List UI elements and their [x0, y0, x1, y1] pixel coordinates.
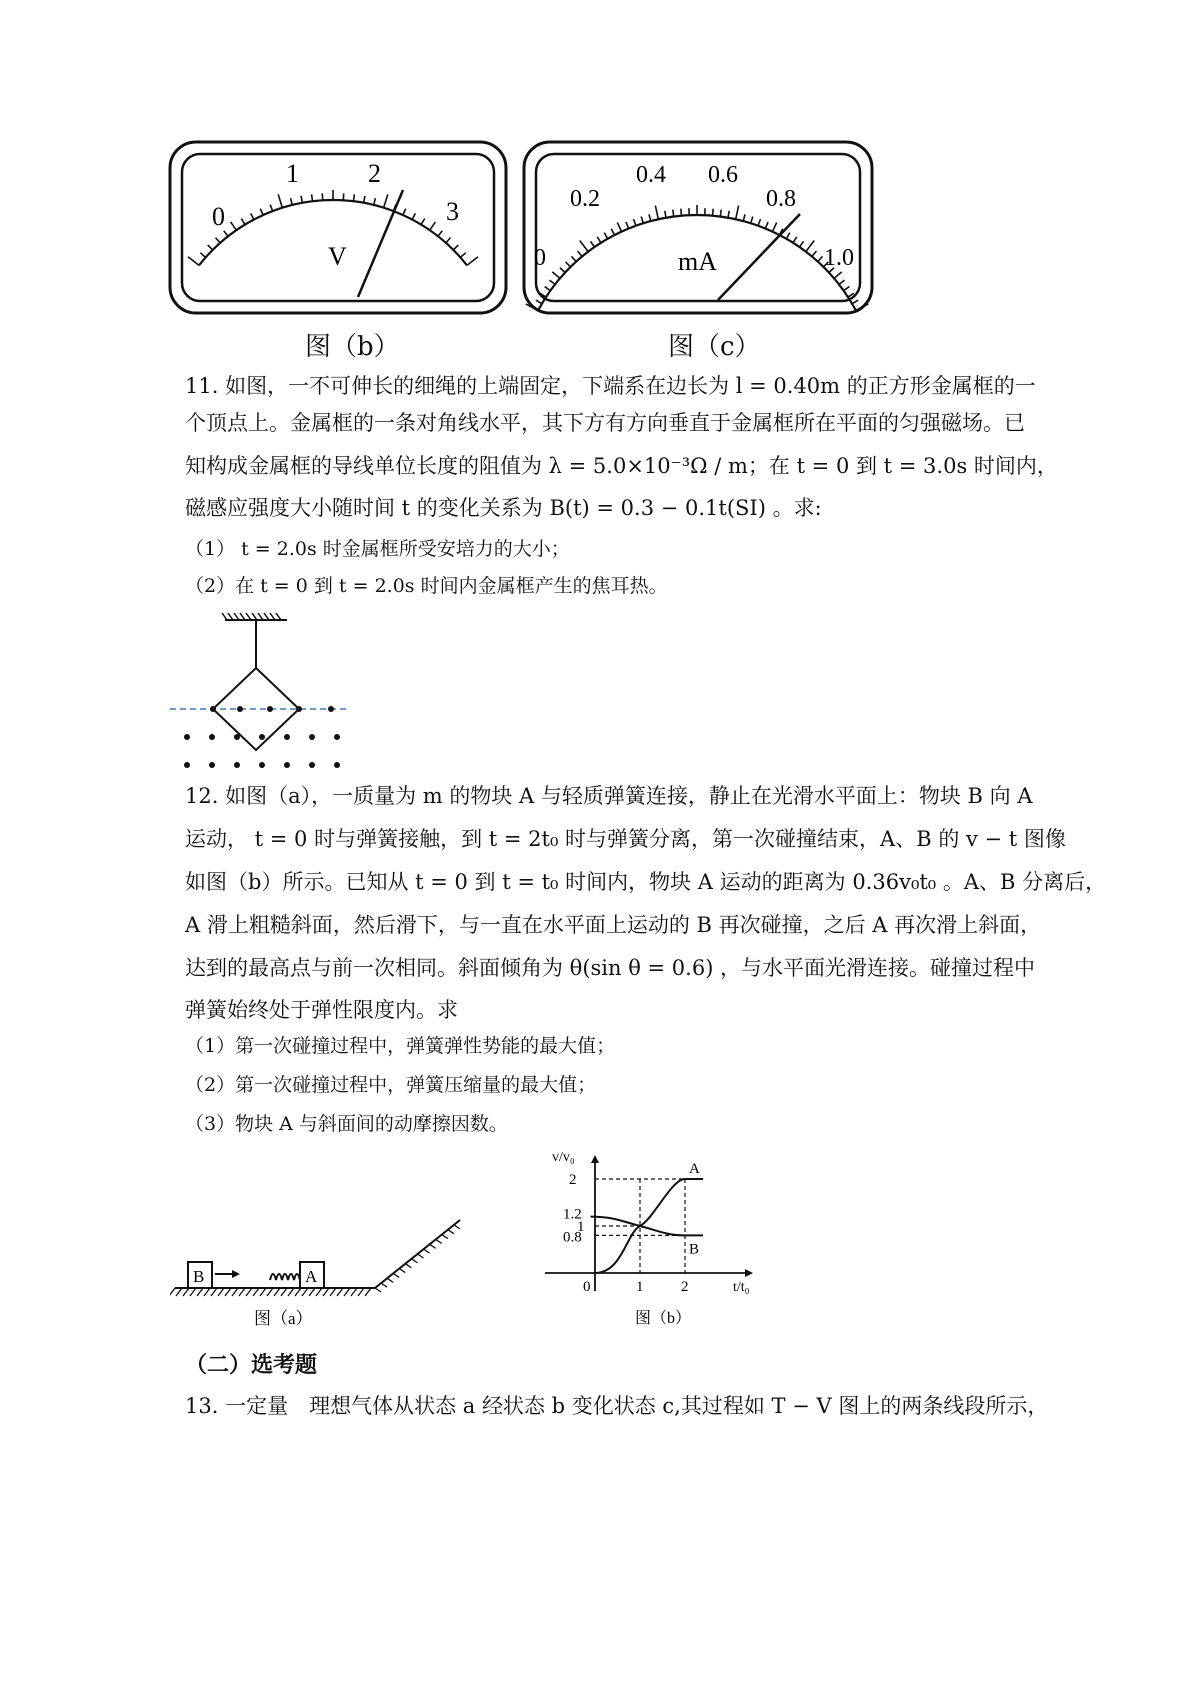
meter-tick — [773, 223, 777, 232]
meter-tick — [301, 196, 302, 203]
meter-tick — [438, 231, 442, 237]
incline-hatch-line — [381, 1283, 387, 1287]
q12-line-2: 运动， t = 0 时与弹簧接触，到 t = 2t₀ 时与弹簧分离，第一次碰撞结束，A、B 的 v − t 图像 — [185, 827, 1066, 851]
voltmeter-label-0: 0 — [212, 202, 225, 231]
field-dot — [267, 706, 273, 712]
ground-hatch-line — [323, 1288, 329, 1296]
series-b-label: B — [689, 1241, 700, 1258]
ground-hatch-line — [260, 1288, 266, 1296]
ground-hatch-line — [295, 1288, 301, 1296]
q11-line-3: 知构成金属框的导线单位长度的阻值为 λ = 5.0×10⁻³Ω / m；在 t = 0 到 t = 3.0s 时间内， — [185, 454, 1058, 478]
meter-tick — [736, 206, 739, 220]
x-axis-arrow — [745, 1269, 753, 1277]
ammeter-label-02: 0.2 — [570, 186, 600, 212]
meter-tick — [720, 210, 721, 217]
q11-part-1: （1） t = 2.0s 时金属框所受安培力的大小； — [185, 538, 570, 560]
ground-hatch-line — [211, 1288, 217, 1296]
meter-tick — [453, 245, 458, 250]
meter-tick — [260, 209, 263, 215]
voltmeter-unit: V — [328, 242, 347, 271]
meter-tick — [765, 222, 768, 228]
q11-line-2: 个顶点上。金属框的一条对角线水平，其下方有方向垂直于金属框所在平面的匀强磁场。已 — [185, 411, 1025, 435]
incline-hatch-line — [442, 1235, 448, 1239]
y-tick-0-8: 0.8 — [563, 1229, 582, 1246]
meter-tick — [800, 241, 804, 247]
section-title: （二）选考题 — [185, 1353, 318, 1378]
incline-hatch-line — [393, 1273, 399, 1277]
field-dot — [209, 734, 215, 740]
ground-hatch-line — [267, 1288, 273, 1296]
ground-hatch-line — [351, 1288, 357, 1296]
y-tick-1-2: 1.2 — [563, 1206, 582, 1223]
meter-tick — [758, 219, 760, 226]
meter-tick — [270, 205, 272, 212]
ground-hatch-line — [232, 1288, 238, 1296]
incline-hatch-line — [399, 1269, 405, 1273]
incline-hatch-line — [436, 1239, 442, 1243]
meter-tick — [571, 256, 576, 261]
meter-tick — [786, 233, 789, 239]
arrow-icon — [232, 1270, 240, 1278]
hatch-line — [252, 613, 257, 620]
meter-tick — [224, 231, 228, 237]
meter-tick — [852, 300, 858, 304]
meter-tick — [312, 194, 313, 201]
field-dot — [309, 762, 315, 768]
meter-tick — [291, 198, 293, 205]
meter-tick — [655, 206, 658, 220]
incline-hatch-line — [405, 1264, 411, 1268]
incline-hatch-line — [387, 1278, 393, 1282]
hatch-line — [264, 613, 269, 620]
incline-hatch-line — [411, 1259, 417, 1263]
hatch-line — [234, 613, 239, 620]
x-axis-label: t/t₀ — [733, 1280, 750, 1295]
q11-line-1: 11. 如图，一不可伸长的细绳的上端固定，下端系在边长为 l = 0.40m 的正方形金属框的一 — [185, 374, 1036, 398]
meter-tick — [364, 196, 365, 203]
spring — [270, 1274, 300, 1280]
meter-tick — [743, 214, 745, 221]
meter-tick — [597, 237, 601, 243]
q12-line-5: 达到的最高点与前一次相同。斜面倾角为 θ(sin θ = 0.6) ，与水平面光滑连接。碰撞过程中 — [185, 956, 1036, 980]
incline-figure — [170, 1210, 500, 1335]
ammeter-label-0: 0 — [534, 245, 546, 271]
ammeter-unit: mA — [678, 247, 717, 276]
ground-hatch-line — [344, 1288, 350, 1296]
y-tick-2: 2 — [569, 1172, 577, 1188]
meter-tick — [641, 217, 643, 224]
ground-hatch-line — [281, 1288, 287, 1296]
meter-tick — [208, 245, 213, 250]
q13-line: 13. 一定量 理想气体从状态 a 经状态 b 变化状态 c,其过程如 T − V 图上的两条线段所示， — [185, 1394, 1049, 1418]
incline-hatch-line — [424, 1249, 430, 1253]
incline-hatch-line — [375, 1288, 381, 1292]
field-dot — [334, 762, 340, 768]
ground-hatch-line — [190, 1288, 196, 1296]
meter-tick — [856, 304, 868, 311]
meter-tick — [751, 217, 753, 224]
y-axis-label: v/v₀ — [552, 1150, 575, 1165]
y-tick-1: 1 — [577, 1219, 585, 1235]
ground-hatch-line — [337, 1288, 343, 1296]
field-dot — [334, 734, 340, 740]
field-dot — [184, 762, 190, 768]
meter-tick — [460, 253, 465, 258]
meter-tick — [728, 211, 729, 218]
ammeter-label-08: 0.8 — [766, 186, 796, 212]
meter-tick — [241, 219, 245, 225]
field-dot — [296, 706, 302, 712]
meter-tick — [611, 229, 614, 235]
meter-tick — [446, 238, 451, 243]
meter-tick — [536, 300, 542, 304]
meter-tick — [713, 209, 714, 216]
x-tick-1: 1 — [636, 1279, 644, 1295]
hatch-line — [246, 613, 251, 620]
meter-tick — [673, 210, 674, 217]
ground-hatch-line — [170, 1288, 175, 1296]
field-dot — [237, 706, 243, 712]
hatch-line — [228, 613, 233, 620]
meter-tick — [844, 287, 850, 291]
ground-hatch-line — [316, 1288, 322, 1296]
fig-b-caption: 图（b） — [635, 1310, 692, 1327]
voltmeter-label-1: 1 — [286, 159, 299, 188]
meter-tick — [604, 233, 607, 239]
q12-line-3: 如图（b）所示。已知从 t = 0 到 t = t₀ 时间内，物块 A 运动的距离为 0.36v₀t₀ 。A、B 分离后， — [185, 870, 1107, 894]
ground-hatch-line — [197, 1288, 203, 1296]
x-tick-0: 0 — [583, 1279, 591, 1295]
y-axis-arrow — [591, 1155, 599, 1163]
field-dot — [210, 706, 216, 712]
meter-tick — [215, 238, 220, 243]
field-dot — [284, 734, 290, 740]
vt-chart — [540, 1145, 760, 1335]
q12-part-1: （1）第一次碰撞过程中，弹簧弹性势能的最大值； — [185, 1035, 616, 1057]
ground-hatch-line — [253, 1288, 259, 1296]
field-dot — [259, 734, 265, 740]
meter-tick — [549, 280, 555, 284]
meter-tick — [626, 222, 629, 228]
meter-tick — [649, 214, 651, 221]
meter-tick — [818, 256, 823, 261]
meter-tick — [665, 211, 666, 218]
meter-tick — [834, 272, 842, 278]
meter-tick — [430, 222, 436, 230]
field-dot — [309, 734, 315, 740]
meter-tick — [793, 237, 797, 243]
meter-tick — [412, 213, 415, 219]
q12-part-3: （3）物块 A 与斜面间的动摩擦因数。 — [185, 1113, 508, 1135]
q12-line-4: A 滑上粗糙斜面，然后滑下，与一直在水平面上运动的 B 再次碰撞，之后 A 再次滑上斜面， — [185, 913, 1042, 937]
hatch-line — [258, 613, 263, 620]
meter-tick — [374, 198, 376, 205]
meter-tick — [806, 240, 814, 251]
q12-part-2: （2）第一次碰撞过程中，弹簧压缩量的最大值； — [185, 1074, 597, 1096]
ammeter-caption: 图（c） — [668, 332, 761, 362]
ground-hatch-line — [176, 1288, 182, 1296]
meter-tick — [231, 222, 237, 230]
ground-hatch-line — [365, 1288, 371, 1296]
meter-tick — [421, 219, 425, 225]
ground-hatch-line — [225, 1288, 231, 1296]
meter-tick — [681, 209, 682, 216]
meter-tick — [617, 223, 621, 232]
voltmeter-figure — [168, 140, 508, 315]
meter-tick — [188, 257, 199, 266]
field-dot — [234, 734, 240, 740]
q11-line-4: 磁感应强度大小随时间 t 的变化关系为 B(t) = 0.3 − 0.1t(SI) 。求: — [185, 496, 822, 520]
voltmeter-label-2: 2 — [368, 159, 381, 188]
hatch-line — [240, 613, 245, 620]
meter-tick — [839, 280, 845, 284]
block-b-label: B — [193, 1267, 205, 1286]
hatch-line — [222, 613, 227, 620]
block-a-label: A — [305, 1267, 318, 1286]
ground-hatch-line — [218, 1288, 224, 1296]
x-tick-2: 2 — [681, 1279, 689, 1295]
field-dot — [234, 762, 240, 768]
q11-part-2: （2）在 t = 0 到 t = 2.0s 时间内金属框产生的焦耳热。 — [185, 575, 668, 597]
meter-tick — [200, 253, 205, 258]
ground-hatch-line — [239, 1288, 245, 1296]
meter-tick — [467, 257, 478, 266]
incline-hatch-line — [430, 1244, 436, 1248]
field-dot — [259, 762, 265, 768]
meter-tick — [560, 268, 565, 273]
meter-tick — [354, 194, 355, 201]
hatch-line — [276, 613, 281, 620]
meter-tick — [578, 251, 582, 256]
voltmeter-caption: 图（b） — [305, 332, 400, 362]
ground-hatch-line — [288, 1288, 294, 1296]
q12-line-1: 12. 如图（a），一质量为 m 的物块 A 与轻质弹簧连接，静止在光滑水平面上：物块 B 向 A — [185, 784, 1033, 808]
field-dot — [184, 734, 190, 740]
ammeter-figure — [522, 140, 874, 315]
meter-tick — [634, 219, 636, 226]
hatch-line — [270, 613, 275, 620]
ground-hatch-line — [330, 1288, 336, 1296]
ammeter-label-10: 1.0 — [824, 245, 854, 271]
series-a-label: A — [689, 1161, 700, 1177]
field-dot — [284, 762, 290, 768]
q12-line-6: 弹簧始终处于弹性限度内。求 — [185, 998, 458, 1022]
meter-tick — [403, 209, 406, 215]
ground-hatch-line — [309, 1288, 315, 1296]
ground-hatch-line — [358, 1288, 364, 1296]
ammeter-label-06: 0.6 — [708, 162, 738, 188]
incline-hatch-line — [454, 1225, 460, 1229]
meter-tick — [545, 287, 551, 291]
voltmeter-label-3: 3 — [446, 197, 459, 226]
meter-tick — [590, 241, 594, 247]
fig-a-caption: 图（a） — [254, 1309, 313, 1328]
ground-hatch-line — [274, 1288, 280, 1296]
meter-tick — [566, 262, 571, 267]
meter-tick — [812, 251, 816, 256]
incline-hatch-line — [448, 1230, 454, 1234]
hanging-frame-figure — [165, 610, 355, 770]
ammeter-label-04: 0.4 — [636, 162, 666, 188]
meter-tick — [552, 272, 560, 278]
field-dot — [328, 706, 334, 712]
meter-tick — [278, 194, 282, 207]
ground-hatch-line — [204, 1288, 210, 1296]
ground-hatch-line — [246, 1288, 252, 1296]
meter-tick — [251, 213, 254, 219]
meter-tick — [580, 240, 588, 251]
meter-tick — [384, 194, 388, 207]
field-dot — [209, 762, 215, 768]
ground-hatch-line — [183, 1288, 189, 1296]
incline-hatch-line — [418, 1254, 424, 1258]
ground-hatch-line — [302, 1288, 308, 1296]
